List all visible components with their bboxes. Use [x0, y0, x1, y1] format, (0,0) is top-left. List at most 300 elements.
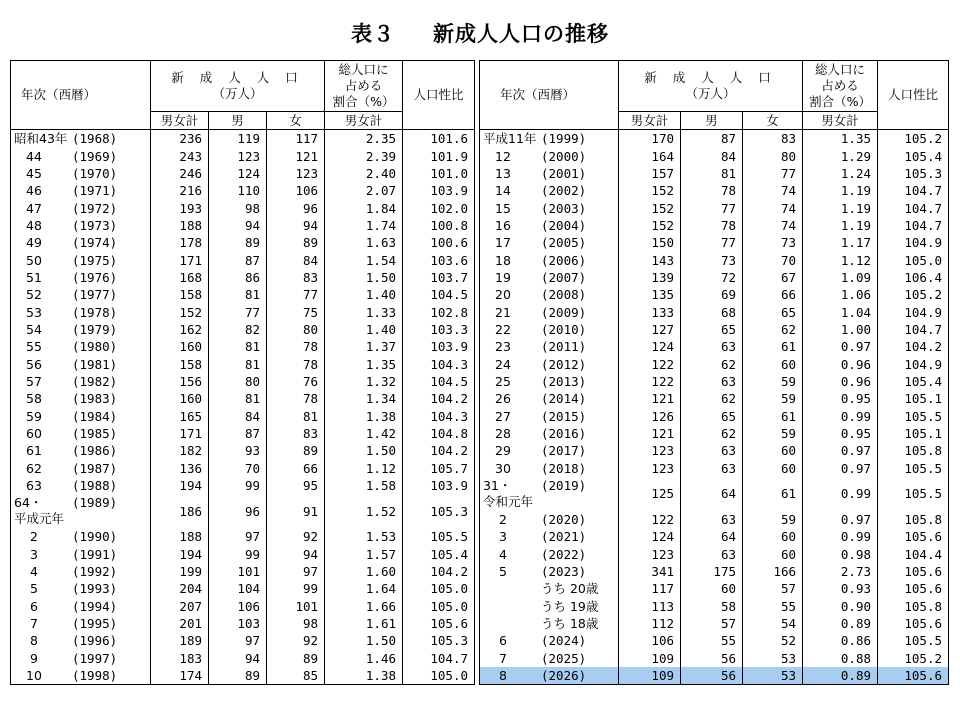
- cell-male: 63: [681, 442, 743, 459]
- year-cell: 2 (2020): [480, 511, 619, 528]
- year-cell: 8 (2026): [480, 667, 619, 685]
- year-cell: 55 (1980): [11, 338, 151, 355]
- cell-male: 63: [681, 373, 743, 390]
- cell-female: 78: [267, 355, 325, 372]
- year-cell: 15 (2003): [480, 199, 619, 216]
- year-cell: 64・ (1989) 平成元年: [11, 494, 151, 528]
- cell-male: 62: [681, 355, 743, 372]
- cell-total: 194: [151, 546, 209, 563]
- cell-ratio: 1.12: [803, 251, 878, 268]
- cell-sex: 104.7: [878, 199, 949, 216]
- cell-sex: 105.8: [878, 511, 949, 528]
- table-row: [480, 511, 949, 528]
- table-row: [480, 580, 949, 597]
- cell-ratio: 1.50: [325, 632, 403, 649]
- cell-male: 78: [681, 217, 743, 234]
- cell-sex: 105.6: [878, 667, 949, 685]
- table-row: [11, 546, 475, 563]
- table-row: [11, 165, 475, 182]
- header-total: 男女計: [619, 112, 681, 130]
- cell-sex: 105.8: [878, 598, 949, 615]
- cell-male: 81: [209, 338, 267, 355]
- cell-sex: 103.9: [403, 182, 475, 199]
- cell-total: 174: [151, 667, 209, 685]
- cell-sex: 102.8: [403, 303, 475, 320]
- table-row: [480, 269, 949, 286]
- cell-female: 55: [743, 598, 803, 615]
- cell-male: 124: [209, 165, 267, 182]
- cell-total: 136: [151, 460, 209, 477]
- cell-male: 99: [209, 477, 267, 494]
- cell-ratio: 1.61: [325, 615, 403, 632]
- table-row: [11, 390, 475, 407]
- table-row: [480, 390, 949, 407]
- header-pop: 新 成 人 人 口 （万人）: [151, 61, 325, 112]
- cell-total: 188: [151, 217, 209, 234]
- year-cell: 4 (2022): [480, 546, 619, 563]
- table-row: [480, 199, 949, 216]
- cell-female: 60: [743, 355, 803, 372]
- cell-male: 89: [209, 234, 267, 251]
- cell-female: 92: [267, 528, 325, 545]
- year-cell: 21 (2009): [480, 303, 619, 320]
- table-row: [11, 286, 475, 303]
- year-cell: 53 (1978): [11, 303, 151, 320]
- cell-male: 87: [681, 130, 743, 148]
- year-cell: 27 (2015): [480, 408, 619, 425]
- table-right: [479, 60, 949, 685]
- cell-male: 94: [209, 650, 267, 667]
- cell-sex: 104.7: [878, 182, 949, 199]
- cell-sex: 104.9: [878, 234, 949, 251]
- cell-total: 113: [619, 598, 681, 615]
- cell-male: 65: [681, 408, 743, 425]
- cell-sex: 105.6: [878, 528, 949, 545]
- cell-sex: 105.6: [403, 615, 475, 632]
- year-cell: 23 (2011): [480, 338, 619, 355]
- cell-male: 86: [209, 269, 267, 286]
- cell-male: 77: [681, 199, 743, 216]
- year-cell: 8 (1996): [11, 632, 151, 649]
- cell-total: 160: [151, 338, 209, 355]
- table-row: [11, 269, 475, 286]
- cell-sex: 100.6: [403, 234, 475, 251]
- cell-total: 158: [151, 286, 209, 303]
- cell-ratio: 0.90: [803, 598, 878, 615]
- cell-male: 82: [209, 321, 267, 338]
- cell-male: 80: [209, 373, 267, 390]
- table-row: [11, 563, 475, 580]
- cell-ratio: 1.38: [325, 408, 403, 425]
- table-row: [480, 251, 949, 268]
- year-cell: 6 (1994): [11, 598, 151, 615]
- header-year: 年次（西暦）: [480, 61, 619, 130]
- cell-male: 84: [209, 408, 267, 425]
- title-prefix: 表３: [351, 22, 395, 46]
- cell-sex: 105.7: [403, 460, 475, 477]
- cell-sex: 105.5: [878, 477, 949, 511]
- table-row: [11, 667, 475, 685]
- year-cell: 22 (2010): [480, 321, 619, 338]
- cell-male: 63: [681, 338, 743, 355]
- cell-male: 77: [681, 234, 743, 251]
- cell-female: 62: [743, 321, 803, 338]
- cell-male: 62: [681, 390, 743, 407]
- year-cell: 48 (1973): [11, 217, 151, 234]
- cell-sex: 101.6: [403, 130, 475, 148]
- table-row: [11, 460, 475, 477]
- year-cell: うち 19歳: [480, 598, 619, 615]
- cell-total: 189: [151, 632, 209, 649]
- cell-male: 89: [209, 667, 267, 685]
- cell-sex: 105.2: [878, 650, 949, 667]
- cell-sex: 104.7: [403, 650, 475, 667]
- table-row: [480, 442, 949, 459]
- year-cell: 平成11年 (1999): [480, 130, 619, 148]
- cell-male: 84: [681, 147, 743, 164]
- cell-total: 171: [151, 425, 209, 442]
- cell-sex: 104.2: [403, 563, 475, 580]
- cell-female: 77: [267, 286, 325, 303]
- cell-female: 61: [743, 338, 803, 355]
- cell-sex: 105.5: [878, 632, 949, 649]
- cell-female: 101: [267, 598, 325, 615]
- table-body-left: [11, 130, 475, 685]
- year-cell: 6 (2024): [480, 632, 619, 649]
- table-row: [480, 234, 949, 251]
- cell-female: 59: [743, 390, 803, 407]
- table-left: [10, 60, 475, 685]
- year-cell: 5 (2023): [480, 563, 619, 580]
- cell-total: 158: [151, 355, 209, 372]
- table-row: [480, 355, 949, 372]
- cell-total: 121: [619, 390, 681, 407]
- cell-female: 57: [743, 580, 803, 597]
- cell-female: 98: [267, 615, 325, 632]
- cell-sex: 105.5: [878, 460, 949, 477]
- cell-total: 171: [151, 251, 209, 268]
- year-cell: 56 (1981): [11, 355, 151, 372]
- cell-male: 104: [209, 580, 267, 597]
- cell-ratio: 1.66: [325, 598, 403, 615]
- cell-sex: 104.3: [403, 355, 475, 372]
- year-cell: うち 20歳: [480, 580, 619, 597]
- header-ratio-total: 男女計: [803, 112, 878, 130]
- cell-sex: 105.2: [878, 130, 949, 148]
- cell-total: 156: [151, 373, 209, 390]
- cell-male: 60: [681, 580, 743, 597]
- year-cell: 3 (2021): [480, 528, 619, 545]
- header-sex-ratio: 人口性比: [403, 61, 475, 130]
- cell-male: 103: [209, 615, 267, 632]
- cell-male: 81: [209, 286, 267, 303]
- year-cell: 29 (2017): [480, 442, 619, 459]
- cell-ratio: 0.97: [803, 442, 878, 459]
- cell-male: 119: [209, 130, 267, 148]
- cell-female: 61: [743, 408, 803, 425]
- cell-sex: 105.0: [403, 598, 475, 615]
- cell-female: 89: [267, 442, 325, 459]
- cell-male: 81: [209, 355, 267, 372]
- cell-female: 74: [743, 217, 803, 234]
- cell-total: 164: [619, 147, 681, 164]
- page-title: [0, 18, 960, 48]
- header-female: 女: [743, 112, 803, 130]
- cell-ratio: 1.37: [325, 338, 403, 355]
- year-cell: 26 (2014): [480, 390, 619, 407]
- cell-male: 73: [681, 251, 743, 268]
- table-row: [11, 580, 475, 597]
- year-cell: 44 (1969): [11, 147, 151, 164]
- table-row: [480, 373, 949, 390]
- cell-ratio: 0.95: [803, 425, 878, 442]
- table-row: [11, 494, 475, 528]
- cell-total: 106: [619, 632, 681, 649]
- cell-sex: 105.0: [403, 667, 475, 685]
- table-row: [11, 425, 475, 442]
- year-cell: 54 (1979): [11, 321, 151, 338]
- year-cell: 63 (1988): [11, 477, 151, 494]
- cell-female: 65: [743, 303, 803, 320]
- table-row: [11, 182, 475, 199]
- cell-female: 94: [267, 546, 325, 563]
- cell-ratio: 1.32: [325, 373, 403, 390]
- cell-sex: 105.8: [878, 442, 949, 459]
- year-cell: 9 (1997): [11, 650, 151, 667]
- header-pop: 新 成 人 人 口 （万人）: [619, 61, 803, 112]
- cell-female: 83: [743, 130, 803, 148]
- cell-male: 63: [681, 460, 743, 477]
- cell-ratio: 0.88: [803, 650, 878, 667]
- cell-ratio: 1.50: [325, 442, 403, 459]
- cell-female: 117: [267, 130, 325, 148]
- cell-ratio: 1.04: [803, 303, 878, 320]
- year-cell: 61 (1986): [11, 442, 151, 459]
- cell-ratio: 1.17: [803, 234, 878, 251]
- header-total: 男女計: [151, 112, 209, 130]
- table-row: [11, 199, 475, 216]
- cell-female: 74: [743, 182, 803, 199]
- cell-female: 97: [267, 563, 325, 580]
- cell-ratio: 0.98: [803, 546, 878, 563]
- cell-sex: 105.4: [403, 546, 475, 563]
- header-male: 男: [681, 112, 743, 130]
- cell-female: 81: [267, 408, 325, 425]
- cell-ratio: 1.29: [803, 147, 878, 164]
- table-row: [480, 598, 949, 615]
- cell-female: 89: [267, 650, 325, 667]
- year-cell: うち 18歳: [480, 615, 619, 632]
- cell-male: 68: [681, 303, 743, 320]
- cell-ratio: 0.96: [803, 355, 878, 372]
- cell-male: 70: [209, 460, 267, 477]
- table-row: [480, 217, 949, 234]
- cell-ratio: 1.40: [325, 286, 403, 303]
- table-row: [480, 667, 949, 685]
- cell-ratio: 0.97: [803, 511, 878, 528]
- cell-ratio: 1.33: [325, 303, 403, 320]
- cell-ratio: 1.06: [803, 286, 878, 303]
- cell-male: 57: [681, 615, 743, 632]
- table-row: [480, 632, 949, 649]
- cell-sex: 104.9: [878, 355, 949, 372]
- cell-ratio: 0.89: [803, 667, 878, 685]
- year-cell: 25 (2013): [480, 373, 619, 390]
- cell-total: 124: [619, 528, 681, 545]
- cell-sex: 104.7: [878, 321, 949, 338]
- year-cell: 60 (1985): [11, 425, 151, 442]
- cell-ratio: 2.35: [325, 130, 403, 148]
- cell-sex: 104.2: [403, 442, 475, 459]
- year-cell: 昭和43年 (1968): [11, 130, 151, 148]
- cell-female: 78: [267, 338, 325, 355]
- cell-sex: 105.5: [878, 408, 949, 425]
- cell-female: 75: [267, 303, 325, 320]
- cell-ratio: 2.73: [803, 563, 878, 580]
- cell-female: 53: [743, 667, 803, 685]
- year-cell: 4 (1992): [11, 563, 151, 580]
- cell-male: 110: [209, 182, 267, 199]
- cell-sex: 103.9: [403, 338, 475, 355]
- table-row: [480, 286, 949, 303]
- cell-total: 143: [619, 251, 681, 268]
- cell-sex: 105.5: [403, 528, 475, 545]
- cell-ratio: 1.38: [325, 667, 403, 685]
- cell-ratio: 0.99: [803, 528, 878, 545]
- cell-total: 112: [619, 615, 681, 632]
- cell-female: 123: [267, 165, 325, 182]
- year-cell: 28 (2016): [480, 425, 619, 442]
- cell-sex: 105.3: [403, 632, 475, 649]
- cell-male: 78: [681, 182, 743, 199]
- cell-female: 59: [743, 511, 803, 528]
- cell-male: 64: [681, 477, 743, 511]
- cell-female: 61: [743, 477, 803, 511]
- cell-sex: 105.6: [878, 615, 949, 632]
- cell-ratio: 1.52: [325, 494, 403, 528]
- cell-ratio: 1.53: [325, 528, 403, 545]
- cell-sex: 105.4: [878, 373, 949, 390]
- table-row: [480, 477, 949, 511]
- table-row: [480, 528, 949, 545]
- cell-total: 186: [151, 494, 209, 528]
- table-row: [480, 147, 949, 164]
- cell-male: 69: [681, 286, 743, 303]
- cell-ratio: 1.54: [325, 251, 403, 268]
- cell-sex: 103.9: [403, 477, 475, 494]
- year-cell: 59 (1984): [11, 408, 151, 425]
- year-cell: 20 (2008): [480, 286, 619, 303]
- cell-female: 67: [743, 269, 803, 286]
- table-row: [11, 477, 475, 494]
- table-row: [11, 338, 475, 355]
- cell-total: 117: [619, 580, 681, 597]
- table-row: [480, 303, 949, 320]
- table-row: [11, 650, 475, 667]
- cell-total: 199: [151, 563, 209, 580]
- cell-total: 170: [619, 130, 681, 148]
- cell-male: 106: [209, 598, 267, 615]
- table-row: [11, 528, 475, 545]
- header-ratio: 総人口に 占める 割合（%）: [803, 61, 878, 112]
- cell-ratio: 1.50: [325, 269, 403, 286]
- cell-ratio: 0.86: [803, 632, 878, 649]
- cell-total: 162: [151, 321, 209, 338]
- cell-ratio: 2.39: [325, 147, 403, 164]
- cell-sex: 104.5: [403, 286, 475, 303]
- cell-total: 126: [619, 408, 681, 425]
- cell-male: 101: [209, 563, 267, 580]
- cell-total: 133: [619, 303, 681, 320]
- cell-female: 60: [743, 460, 803, 477]
- cell-total: 121: [619, 425, 681, 442]
- table-row: [480, 130, 949, 148]
- table-row: [11, 598, 475, 615]
- cell-total: 193: [151, 199, 209, 216]
- cell-sex: 103.6: [403, 251, 475, 268]
- cell-total: 152: [619, 217, 681, 234]
- cell-female: 121: [267, 147, 325, 164]
- cell-sex: 100.8: [403, 217, 475, 234]
- cell-female: 77: [743, 165, 803, 182]
- cell-ratio: 2.07: [325, 182, 403, 199]
- cell-male: 81: [681, 165, 743, 182]
- cell-total: 123: [619, 460, 681, 477]
- cell-ratio: 0.95: [803, 390, 878, 407]
- cell-ratio: 1.58: [325, 477, 403, 494]
- cell-total: 135: [619, 286, 681, 303]
- cell-ratio: 1.57: [325, 546, 403, 563]
- cell-male: 63: [681, 546, 743, 563]
- header-ratio: 総人口に 占める 割合（%）: [325, 61, 403, 112]
- cell-total: 125: [619, 477, 681, 511]
- cell-sex: 104.2: [403, 390, 475, 407]
- cell-ratio: 0.97: [803, 460, 878, 477]
- year-cell: 50 (1975): [11, 251, 151, 268]
- cell-female: 80: [743, 147, 803, 164]
- cell-total: 127: [619, 321, 681, 338]
- cell-total: 165: [151, 408, 209, 425]
- table-row: [11, 442, 475, 459]
- cell-male: 97: [209, 632, 267, 649]
- year-cell: 19 (2007): [480, 269, 619, 286]
- cell-total: 122: [619, 511, 681, 528]
- cell-sex: 104.9: [878, 303, 949, 320]
- cell-total: 123: [619, 442, 681, 459]
- cell-male: 94: [209, 217, 267, 234]
- year-cell: 12 (2000): [480, 147, 619, 164]
- cell-female: 60: [743, 546, 803, 563]
- cell-female: 70: [743, 251, 803, 268]
- cell-ratio: 1.46: [325, 650, 403, 667]
- table-row: [11, 321, 475, 338]
- cell-sex: 101.0: [403, 165, 475, 182]
- cell-sex: 104.5: [403, 373, 475, 390]
- table-row: [11, 373, 475, 390]
- year-cell: 17 (2005): [480, 234, 619, 251]
- table-row: [11, 408, 475, 425]
- table-row: [11, 147, 475, 164]
- cell-ratio: 1.34: [325, 390, 403, 407]
- cell-ratio: 1.60: [325, 563, 403, 580]
- cell-female: 80: [267, 321, 325, 338]
- year-cell: 47 (1972): [11, 199, 151, 216]
- cell-female: 99: [267, 580, 325, 597]
- table-row: [480, 563, 949, 580]
- cell-male: 56: [681, 650, 743, 667]
- cell-male: 93: [209, 442, 267, 459]
- cell-male: 87: [209, 425, 267, 442]
